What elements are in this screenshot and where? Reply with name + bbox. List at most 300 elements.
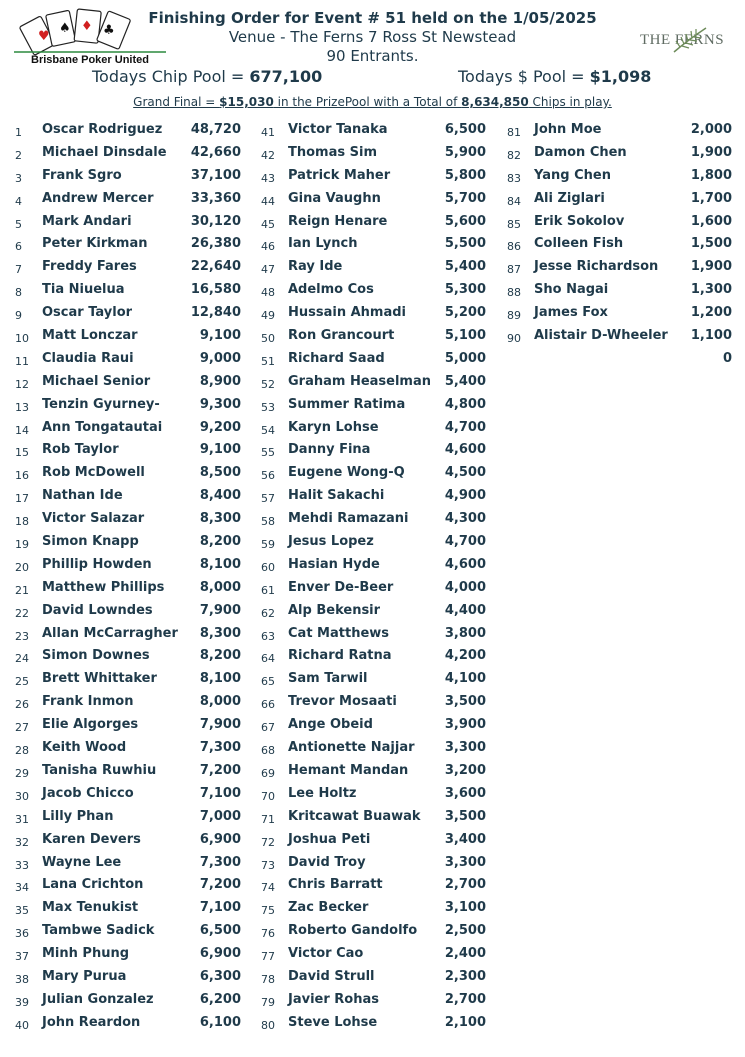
player-name: Erik Sokolov xyxy=(534,213,625,229)
player-name: Ann Tongatautai xyxy=(42,419,163,435)
finish-position: 72 xyxy=(261,835,275,849)
chip-count: 4,000 xyxy=(444,579,486,595)
result-row xyxy=(15,532,241,555)
player-name: Alp Bekensir xyxy=(288,602,381,618)
finish-position: 78 xyxy=(261,972,275,986)
result-row xyxy=(15,624,241,647)
finish-position: 33 xyxy=(15,858,29,872)
svg-text:♣: ♣ xyxy=(103,23,115,38)
finish-position: 85 xyxy=(507,217,521,231)
chip-count: 5,500 xyxy=(444,236,486,252)
player-name: Peter Kirkman xyxy=(42,236,148,252)
chip-count: 8,000 xyxy=(199,579,241,595)
chip-count: 8,200 xyxy=(199,534,241,550)
player-name: Jesse Richardson xyxy=(534,259,659,275)
chip-count: 7,900 xyxy=(199,602,241,618)
grand-final-middle: in the PrizePool with a Total of xyxy=(273,95,462,109)
player-name: Zac Becker xyxy=(288,900,369,916)
player-name: Sho Nagai xyxy=(534,282,609,298)
player-name: David Lowndes xyxy=(42,602,153,618)
chip-count: 2,700 xyxy=(444,991,486,1007)
chip-count: 8,100 xyxy=(199,671,241,687)
chip-count: 9,200 xyxy=(199,419,241,435)
chip-count: 4,700 xyxy=(444,534,486,550)
chip-count: 9,000 xyxy=(199,350,241,366)
finish-position: 13 xyxy=(15,400,29,414)
player-name: Eugene Wong-Q xyxy=(288,465,405,481)
chip-count: 5,400 xyxy=(444,259,486,275)
chip-count: 5,800 xyxy=(444,167,486,183)
chip-count: 5,400 xyxy=(444,373,486,389)
player-name: Max Tenukist xyxy=(42,900,139,916)
finish-position: 28 xyxy=(15,744,29,758)
finish-position: 60 xyxy=(261,560,275,574)
result-row xyxy=(261,761,486,784)
finish-position: 68 xyxy=(261,744,275,758)
result-row xyxy=(507,280,732,303)
player-name: Allan McCarragher xyxy=(42,625,178,641)
chip-count: 7,100 xyxy=(199,785,241,801)
finish-position: 83 xyxy=(507,171,521,185)
result-row xyxy=(15,303,241,326)
player-name: Michael Dinsdale xyxy=(42,144,167,160)
result-row xyxy=(261,486,486,509)
chip-count: 1,300 xyxy=(690,282,732,298)
result-row xyxy=(15,990,241,1013)
chip-count: 6,900 xyxy=(199,831,241,847)
result-row xyxy=(261,738,486,761)
finish-position: 34 xyxy=(15,881,29,895)
finish-position: 9 xyxy=(15,309,22,323)
result-row xyxy=(507,120,732,143)
player-name: Simon Downes xyxy=(42,648,150,664)
player-name: Lana Crichton xyxy=(42,877,144,893)
player-name: Tanisha Ruwhiu xyxy=(42,762,157,778)
grand-final-amount: $15,030 xyxy=(219,95,274,109)
player-name: Matt Lonczar xyxy=(42,328,138,344)
chip-count: 4,400 xyxy=(444,602,486,618)
chip-count: 4,100 xyxy=(444,671,486,687)
chip-count: 3,500 xyxy=(444,808,486,824)
player-name: Colleen Fish xyxy=(534,236,624,252)
chip-count: 8,100 xyxy=(199,556,241,572)
finish-position: 19 xyxy=(15,538,29,552)
finish-position: 54 xyxy=(261,423,275,437)
result-row xyxy=(15,738,241,761)
player-name: Tambwe Sadick xyxy=(42,923,155,939)
player-name: Jesus Lopez xyxy=(288,534,374,550)
result-row xyxy=(15,1013,241,1036)
player-name: Frank Sgro xyxy=(42,167,122,183)
finish-position: 21 xyxy=(15,583,29,597)
finish-position: 24 xyxy=(15,652,29,666)
result-row xyxy=(261,212,486,235)
chip-count: 8,500 xyxy=(199,465,241,481)
player-name: Chris Barratt xyxy=(288,877,383,893)
result-row xyxy=(261,692,486,715)
chip-count: 3,300 xyxy=(444,740,486,756)
chip-count: 22,640 xyxy=(190,259,241,275)
finish-position: 89 xyxy=(507,309,521,323)
player-name: Thomas Sim xyxy=(288,144,378,160)
chip-count: 9,100 xyxy=(199,328,241,344)
finish-position: 1 xyxy=(15,126,22,139)
player-name: Matthew Phillips xyxy=(42,579,165,595)
chip-count: 3,100 xyxy=(444,900,486,916)
finish-position: 3 xyxy=(15,171,22,185)
finish-position: 43 xyxy=(261,171,275,185)
result-row xyxy=(15,669,241,692)
finish-position: 49 xyxy=(261,309,275,323)
finish-position: 90 xyxy=(507,332,521,346)
chip-count: 48,720 xyxy=(190,122,241,137)
chip-count: 4,800 xyxy=(444,396,486,412)
finish-position: 65 xyxy=(261,675,275,689)
result-row xyxy=(15,234,241,257)
svg-text:♥: ♥ xyxy=(38,29,50,44)
player-name: Gina Vaughn xyxy=(288,190,381,206)
player-name: Rob Taylor xyxy=(42,442,119,458)
chip-count: 8,000 xyxy=(199,694,241,710)
player-name: Tia Niuelua xyxy=(42,282,125,298)
result-row xyxy=(261,532,486,555)
chip-count: 6,500 xyxy=(199,923,241,939)
finish-position: 66 xyxy=(261,698,275,712)
result-row xyxy=(15,715,241,738)
finish-position: 86 xyxy=(507,240,521,254)
player-name: Ray Ide xyxy=(288,259,343,275)
result-row xyxy=(15,578,241,601)
finish-position: 56 xyxy=(261,469,275,483)
finish-position: 45 xyxy=(261,217,275,231)
finish-position: 39 xyxy=(15,995,29,1009)
result-row xyxy=(15,944,241,967)
chip-count: 1,500 xyxy=(690,236,732,252)
player-name: Keith Wood xyxy=(42,740,127,756)
chip-count: 2,000 xyxy=(690,122,732,137)
finish-position: 2 xyxy=(15,148,22,162)
result-row xyxy=(261,555,486,578)
chip-count: 1,800 xyxy=(690,167,732,183)
finish-position: 37 xyxy=(15,950,29,964)
logo-name: Brisbane Poker United xyxy=(31,54,149,66)
result-row xyxy=(261,967,486,990)
player-name: Summer Ratima xyxy=(288,396,406,412)
result-row xyxy=(261,1013,486,1036)
chip-count: 6,900 xyxy=(199,946,241,962)
venue-line: Venue - The Ferns 7 Ross St Newstead xyxy=(228,28,517,46)
grand-final-line xyxy=(0,95,745,109)
chip-count: 2,700 xyxy=(444,877,486,893)
player-name: Lee Holtz xyxy=(288,785,357,801)
player-name: James Fox xyxy=(534,305,608,321)
result-row xyxy=(15,418,241,441)
finish-position: 47 xyxy=(261,263,275,277)
finish-position: 82 xyxy=(507,148,521,162)
finish-position: 53 xyxy=(261,400,275,414)
chip-count: 33,360 xyxy=(190,190,241,206)
finish-position: 59 xyxy=(261,538,275,552)
result-row xyxy=(261,120,486,143)
player-name: Richard Saad xyxy=(288,350,385,366)
result-row xyxy=(15,807,241,830)
player-name: Victor Cao xyxy=(288,946,364,962)
finish-position: 25 xyxy=(15,675,29,689)
finish-position: 20 xyxy=(15,560,29,574)
result-row xyxy=(507,143,732,166)
chip-pool-label: Todays Chip Pool = xyxy=(92,67,250,86)
player-name: Yang Chen xyxy=(534,167,611,183)
player-name: Adelmo Cos xyxy=(288,282,374,298)
result-row xyxy=(507,326,732,349)
result-row xyxy=(15,555,241,578)
player-name: Ali Ziglari xyxy=(534,190,605,206)
player-name: Lilly Phan xyxy=(42,808,114,824)
result-row xyxy=(507,303,732,326)
finish-position: 5 xyxy=(15,217,22,231)
chip-count: 0 xyxy=(722,350,732,366)
chip-count: 7,200 xyxy=(199,762,241,778)
player-name: Damon Chen xyxy=(534,144,627,160)
chip-count: 2,300 xyxy=(444,968,486,984)
chip-count: 12,840 xyxy=(190,305,241,321)
result-row xyxy=(15,646,241,669)
result-row xyxy=(261,830,486,853)
player-name: Wayne Lee xyxy=(42,854,122,870)
chip-count: 37,100 xyxy=(190,167,241,183)
finish-position: 84 xyxy=(507,194,521,208)
chip-count: 4,200 xyxy=(444,648,486,664)
result-row xyxy=(15,372,241,395)
player-name: Michael Senior xyxy=(42,373,151,389)
result-row xyxy=(15,280,241,303)
chip-count: 2,100 xyxy=(444,1014,486,1030)
result-row xyxy=(15,257,241,280)
chip-count: 3,500 xyxy=(444,694,486,710)
result-row xyxy=(261,624,486,647)
player-name: Simon Knapp xyxy=(42,534,139,550)
chip-count: 8,900 xyxy=(199,373,241,389)
finish-position: 6 xyxy=(15,240,22,254)
player-name: John Moe xyxy=(534,122,602,137)
player-name: Mehdi Ramazani xyxy=(288,511,409,527)
finish-position: 77 xyxy=(261,950,275,964)
result-row xyxy=(15,830,241,853)
grand-final-prefix: Grand Final = xyxy=(133,95,220,109)
finish-position: 74 xyxy=(261,881,275,895)
chip-count: 2,500 xyxy=(444,923,486,939)
result-row xyxy=(15,761,241,784)
chip-count: 3,300 xyxy=(444,854,486,870)
chip-count: 1,900 xyxy=(690,259,732,275)
result-row xyxy=(507,234,732,257)
result-row xyxy=(261,166,486,189)
finish-position: 38 xyxy=(15,972,29,986)
result-row xyxy=(261,372,486,395)
results-column-2 xyxy=(261,120,486,1036)
chip-count: 4,600 xyxy=(444,556,486,572)
chip-count: 5,000 xyxy=(444,350,486,366)
finish-position: 69 xyxy=(261,766,275,780)
finish-position: 22 xyxy=(15,606,29,620)
chip-count: 8,300 xyxy=(199,511,241,527)
player-name: Tenzin Gyurney- xyxy=(42,396,160,412)
finish-position: 52 xyxy=(261,377,275,391)
finish-position: 63 xyxy=(261,629,275,643)
result-row xyxy=(15,601,241,624)
finish-position: 16 xyxy=(15,469,29,483)
player-name: Trevor Mosaati xyxy=(288,694,397,710)
chip-count: 3,400 xyxy=(444,831,486,847)
chip-count: 1,700 xyxy=(690,190,732,206)
player-name: Oscar Taylor xyxy=(42,305,133,321)
chip-count: 4,700 xyxy=(444,419,486,435)
player-name: David Strull xyxy=(288,968,375,984)
finish-position: 7 xyxy=(15,263,22,277)
player-name: Andrew Mercer xyxy=(42,190,154,206)
player-name: Cat Matthews xyxy=(288,625,390,641)
result-row xyxy=(15,967,241,990)
result-row xyxy=(507,166,732,189)
result-row xyxy=(261,326,486,349)
results-column-1 xyxy=(15,120,241,1036)
chip-count: 42,660 xyxy=(190,144,241,160)
player-name: Rob McDowell xyxy=(42,465,145,481)
result-row xyxy=(507,212,732,235)
player-name: Ange Obeid xyxy=(288,717,373,733)
result-row xyxy=(261,440,486,463)
result-row xyxy=(15,166,241,189)
result-row xyxy=(15,395,241,418)
result-row xyxy=(261,646,486,669)
result-row xyxy=(507,349,732,372)
chip-count: 7,300 xyxy=(199,854,241,870)
player-name: Elie Algorges xyxy=(42,717,139,733)
player-name: Joshua Peti xyxy=(288,831,371,847)
player-name: Hasian Hyde xyxy=(288,556,380,572)
finish-position: 8 xyxy=(15,286,22,300)
finish-position: 76 xyxy=(261,927,275,941)
result-row xyxy=(15,212,241,235)
result-row xyxy=(15,509,241,532)
finish-position: 57 xyxy=(261,492,275,506)
player-name: David Troy xyxy=(288,854,366,870)
chip-count: 9,300 xyxy=(199,396,241,412)
chip-count: 7,000 xyxy=(199,808,241,824)
chip-count: 3,200 xyxy=(444,762,486,778)
chip-count: 7,100 xyxy=(199,900,241,916)
result-row xyxy=(15,784,241,807)
chip-count: 8,200 xyxy=(199,648,241,664)
dollar-pool-value: $1,098 xyxy=(589,67,652,86)
player-name: Ron Grancourt xyxy=(288,328,395,344)
finish-position: 79 xyxy=(261,995,275,1009)
chip-count: 26,380 xyxy=(190,236,241,252)
results-column-3 xyxy=(507,120,732,372)
finish-position: 46 xyxy=(261,240,275,254)
player-name: Frank Inmon xyxy=(42,694,134,710)
player-name: Roberto Gandolfo xyxy=(288,923,418,939)
finish-position: 14 xyxy=(15,423,29,437)
result-row xyxy=(261,303,486,326)
svg-text:♠: ♠ xyxy=(59,21,71,36)
finish-position: 40 xyxy=(15,1018,29,1032)
player-name: Javier Rohas xyxy=(288,991,379,1007)
result-row xyxy=(261,189,486,212)
chip-count: 5,700 xyxy=(444,190,486,206)
finish-position: 88 xyxy=(507,286,521,300)
result-row xyxy=(261,280,486,303)
player-name: Mary Purua xyxy=(42,968,127,984)
player-name: Jacob Chicco xyxy=(42,785,134,801)
finish-position: 61 xyxy=(261,583,275,597)
player-name: Hussain Ahmadi xyxy=(288,305,407,321)
result-row xyxy=(261,257,486,280)
result-row xyxy=(261,395,486,418)
result-row xyxy=(261,921,486,944)
chip-count: 6,200 xyxy=(199,991,241,1007)
result-row xyxy=(261,578,486,601)
finish-position: 55 xyxy=(261,446,275,460)
player-name: Brett Whittaker xyxy=(42,671,157,687)
finish-position: 4 xyxy=(15,194,22,208)
result-row xyxy=(261,784,486,807)
finish-position: 41 xyxy=(261,126,275,139)
result-row xyxy=(261,944,486,967)
result-row xyxy=(261,234,486,257)
grand-final-suffix: Chips in play. xyxy=(528,95,612,109)
finish-position: 17 xyxy=(15,492,29,506)
chip-count: 3,900 xyxy=(444,717,486,733)
chip-count: 2,400 xyxy=(444,946,486,962)
player-name: Halit Sakachi xyxy=(288,488,385,504)
finish-position: 15 xyxy=(15,446,29,460)
dollar-pool xyxy=(458,67,651,87)
chip-count: 4,900 xyxy=(444,488,486,504)
result-row xyxy=(15,120,241,143)
player-name: Ian Lynch xyxy=(288,236,358,252)
chip-count: 1,100 xyxy=(690,328,732,344)
player-name: Freddy Fares xyxy=(42,259,137,275)
chip-count: 4,500 xyxy=(444,465,486,481)
finish-position: 67 xyxy=(261,721,275,735)
player-name: Reign Henare xyxy=(288,213,388,229)
result-row xyxy=(261,807,486,830)
result-row xyxy=(15,326,241,349)
chip-count: 5,100 xyxy=(444,328,486,344)
player-name: Karen Devers xyxy=(42,831,141,847)
result-row xyxy=(261,349,486,372)
player-name: Sam Tarwil xyxy=(288,671,368,687)
player-name: Richard Ratna xyxy=(288,648,392,664)
result-row xyxy=(15,921,241,944)
result-row xyxy=(261,990,486,1013)
player-name: Graham Heaselman xyxy=(288,373,432,389)
finish-position: 70 xyxy=(261,789,275,803)
finish-position: 64 xyxy=(261,652,275,666)
player-name: Julian Gonzalez xyxy=(42,991,154,1007)
chip-count: 1,200 xyxy=(690,305,732,321)
finish-position: 71 xyxy=(261,812,275,826)
result-row xyxy=(261,601,486,624)
chip-count: 5,300 xyxy=(444,282,486,298)
chip-pool-value: 677,100 xyxy=(249,67,323,86)
chip-count: 6,300 xyxy=(199,968,241,984)
finish-position: 42 xyxy=(261,148,275,162)
chip-count: 1,900 xyxy=(690,144,732,160)
result-row xyxy=(507,189,732,212)
result-row xyxy=(261,418,486,441)
